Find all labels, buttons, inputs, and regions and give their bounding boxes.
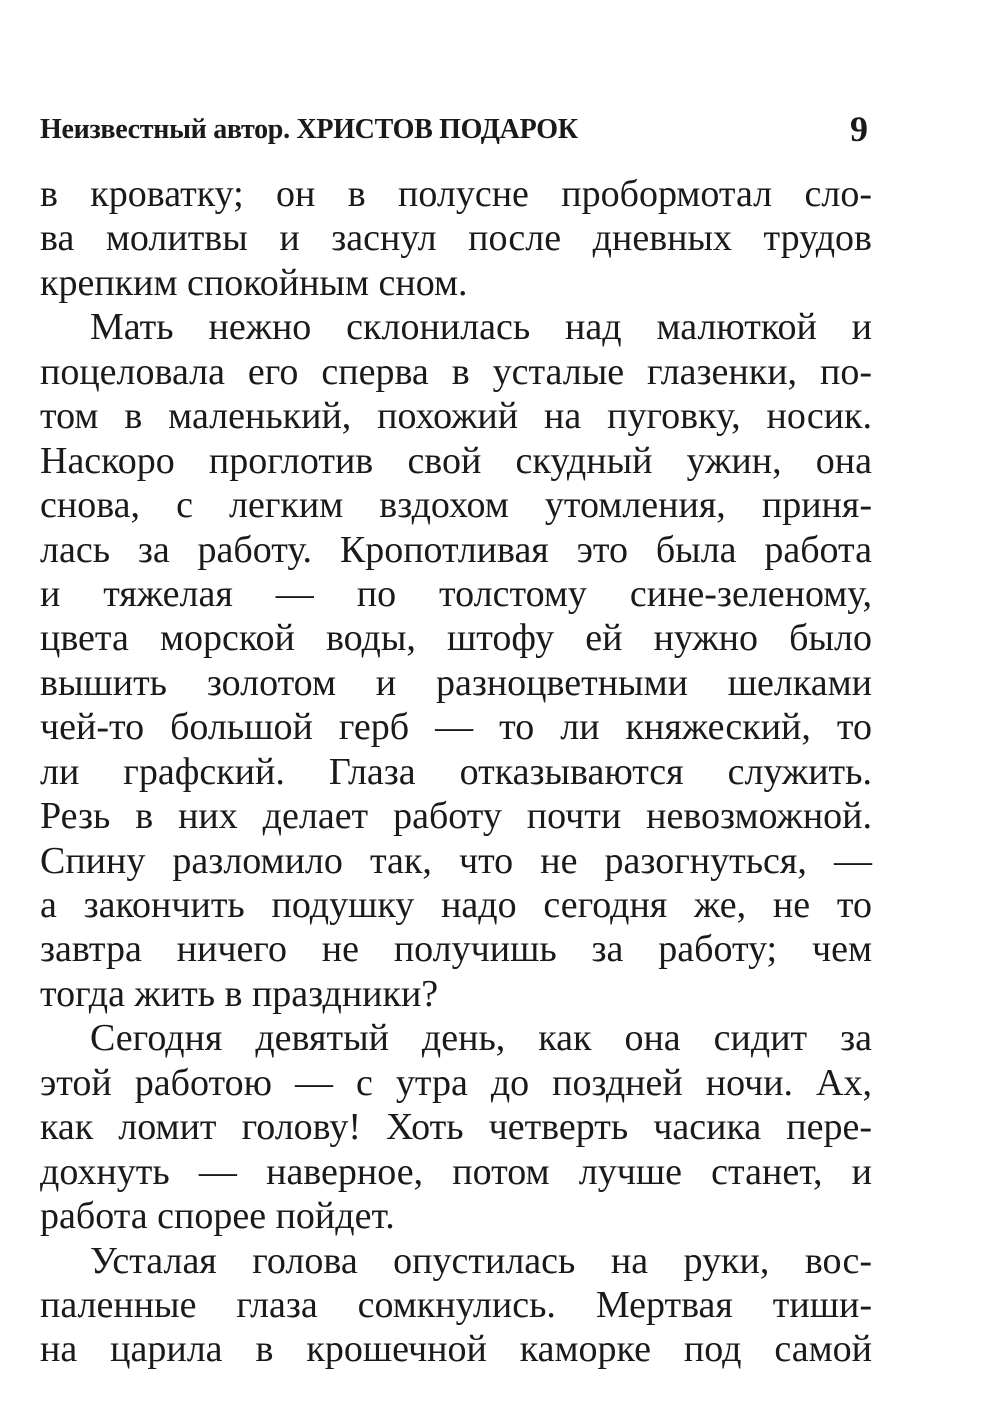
text-line: этой работою — с утра до поздней ночи. Ах, [40,1061,872,1104]
text-line: снова, с легким вздохом утомления, приня- [40,484,872,527]
text-line: крепким спокойным сном. [40,261,468,304]
text-line: поцеловала его сперва в усталые глазенки, по- [40,350,872,393]
text-line: тогда жить в праздники? [40,972,439,1015]
running-head-title: Неизвестный автор. ХРИСТОВ ПОДАРОК [40,114,578,145]
text-line: и тяжелая — по толстому сине-зеленому, [40,572,872,615]
text-line: Наскоро проглотив свой скудный ужин, она [40,439,872,482]
text-line: а закончить подушку надо сегодня же, не то [40,884,872,926]
text-line: Спину разломило так, что не разогнуться, — [40,839,872,882]
text-line: работа спорее пойдет. [40,1195,395,1238]
body-text [40,172,872,1372]
page-number: 9 [850,109,868,149]
text-line: Мать нежно склонилась над малюткой и [90,306,872,349]
text-line: ва молитвы и заснул после дневных трудов [40,217,872,260]
text-line: Усталая голова опустилась на руки, вос- [90,1239,872,1282]
text-line: Резь в них делает работу почти невозможной. [40,795,872,838]
text-line: как ломит голову! Хоть четверть часика пере- [40,1106,872,1149]
text-line: том в маленький, похожий на пуговку, носик. [40,395,872,438]
text-line: Сегодня девятый день, как она сидит за [90,1017,872,1060]
text-line: чей-то большой герб — то ли княжеский, то [40,706,872,749]
text-line: на царила в крошечной каморке под самой [40,1328,872,1371]
text-line: вышить золотом и разноцветными шелками [40,661,872,704]
running-head [40,108,868,152]
text-line: цвета морской воды, штофу ей нужно было [40,617,872,660]
text-line: паленные глаза сомкнулись. Мертвая тиши- [40,1283,872,1326]
text-line: ли графский. Глаза отказываются служить. [40,750,872,793]
text-line: в кроватку; он в полусне пробормотал сло- [40,173,872,215]
text-line: дохнуть — наверное, потом лучше станет, и [40,1150,872,1193]
text-line: лась за работу. Кропотливая это была работа [40,528,872,571]
text-line: завтра ничего не получишь за работу; чем [40,928,872,971]
